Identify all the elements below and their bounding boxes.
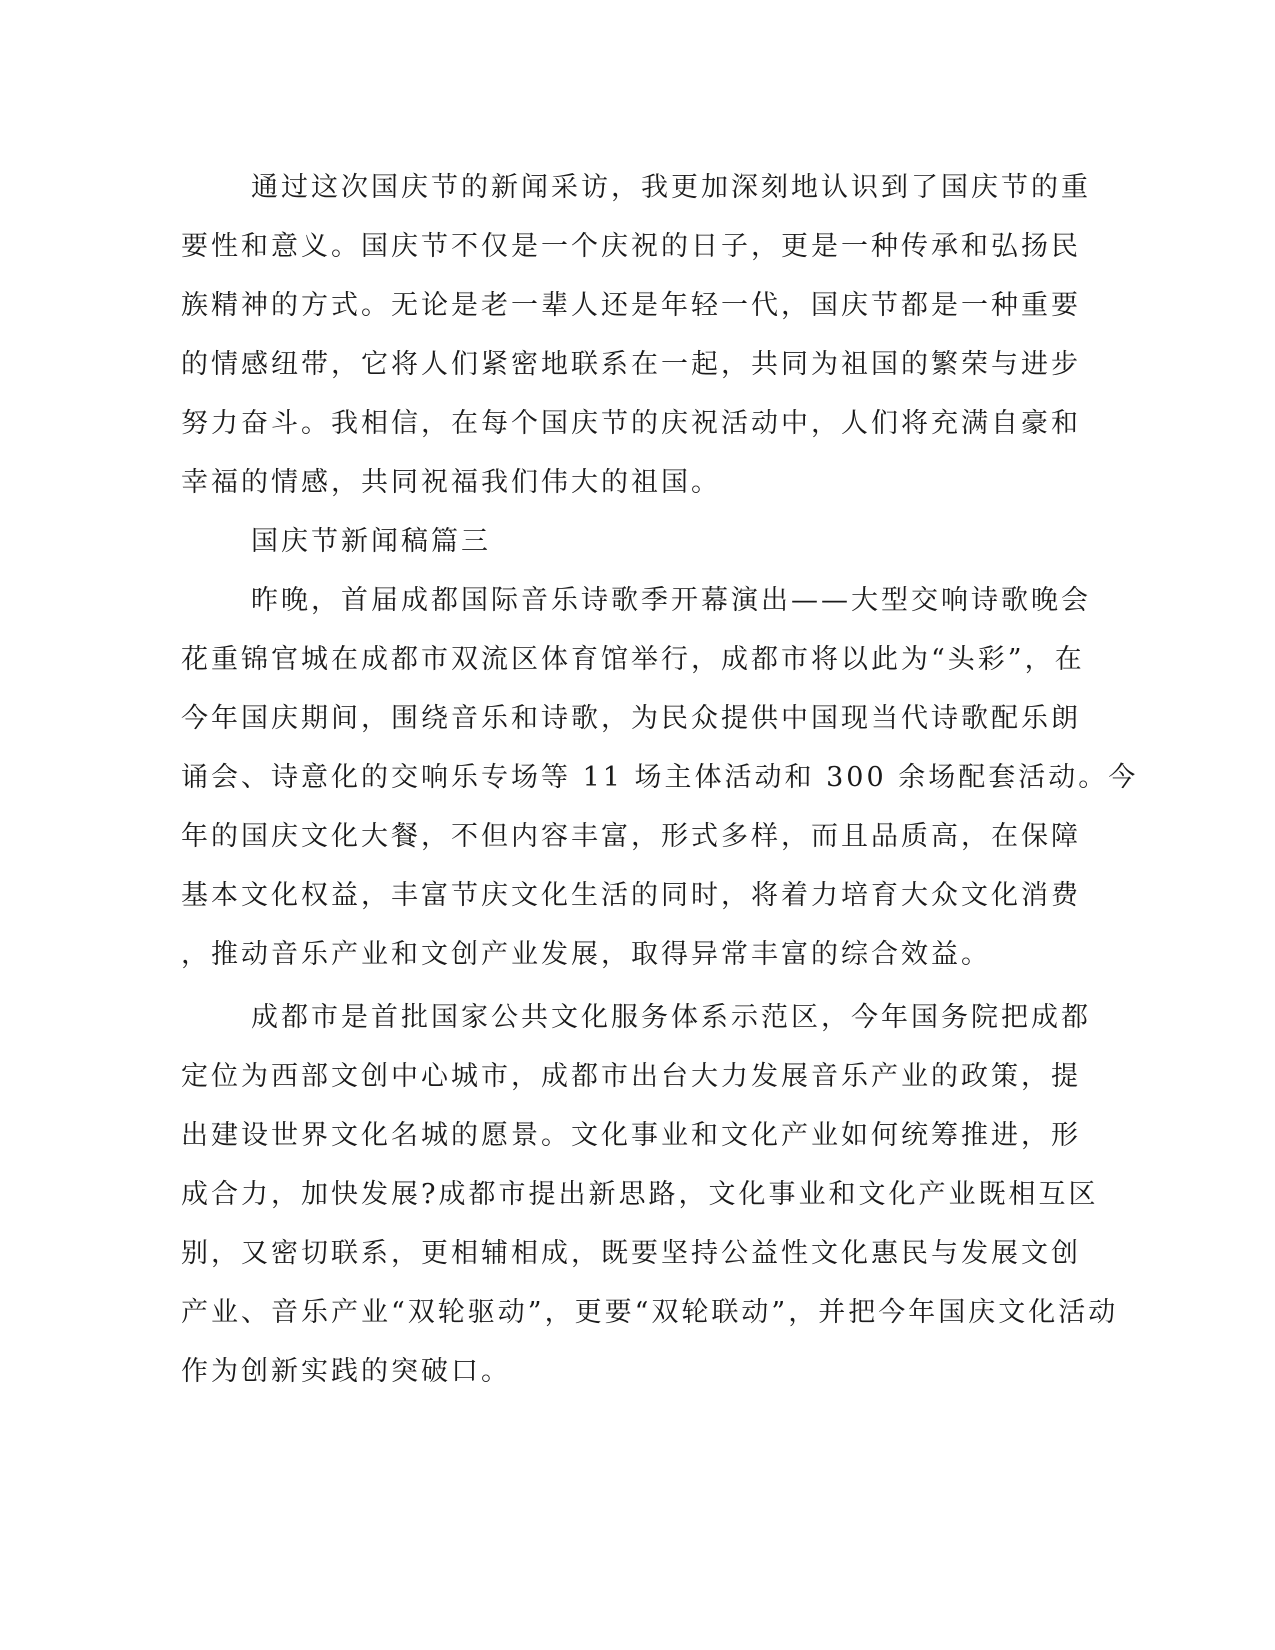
paragraph-line: 成合力，加快发展?成都市提出新思路，文化事业和文化产业既相互区	[181, 1179, 1099, 1210]
paragraph-1	[181, 158, 1091, 512]
paragraph-2	[181, 571, 1139, 984]
paragraph-line: 成都市是首批国家公共文化服务体系示范区，今年国务院把成都	[251, 1002, 1091, 1033]
paragraph-line: 作为创新实践的突破口。	[181, 1356, 511, 1387]
paragraph-line: 花重锦官城在成都市双流区体育馆举行，成都市将以此为“头彩”，在	[181, 644, 1085, 675]
paragraph-line: 要性和意义。国庆节不仅是一个庆祝的日子，更是一种传承和弘扬民	[181, 231, 1081, 262]
paragraph-line: 定位为西部文创中心城市，成都市出台大力发展音乐产业的政策，提	[181, 1061, 1081, 1092]
paragraph-line: 幸福的情感，共同祝福我们伟大的祖国。	[181, 467, 721, 498]
paragraph-3	[181, 988, 1119, 1401]
paragraph-line: 基本文化权益，丰富节庆文化生活的同时，将着力培育大众文化消费	[181, 880, 1081, 911]
paragraph-line: 别，又密切联系，更相辅相成，既要坚持公益性文化惠民与发展文创	[181, 1238, 1081, 1269]
paragraph-line: 诵会、诗意化的交响乐专场等 11 场主体活动和 300 余场配套活动。今	[181, 762, 1139, 793]
paragraph-line: 出建设世界文化名城的愿景。文化事业和文化产业如何统筹推进，形	[181, 1120, 1081, 1151]
paragraph-line: 努力奋斗。我相信，在每个国庆节的庆祝活动中，人们将充满自豪和	[181, 408, 1081, 439]
paragraph-line: ，推动音乐产业和文创产业发展，取得异常丰富的综合效益。	[181, 939, 991, 970]
paragraph-line: 族精神的方式。无论是老一辈人还是年轻一代，国庆节都是一种重要	[181, 290, 1081, 321]
paragraph-line: 年的国庆文化大餐，不但内容丰富，形式多样，而且品质高，在保障	[181, 821, 1081, 852]
paragraph-line: 产业、音乐产业“双轮驱动”，更要“双轮联动”，并把今年国庆文化活动	[181, 1297, 1119, 1328]
paragraph-line: 今年国庆期间，围绕音乐和诗歌，为民众提供中国现当代诗歌配乐朗	[181, 703, 1081, 734]
section-heading: 国庆节新闻稿篇三	[251, 526, 491, 557]
paragraph-line: 昨晚，首届成都国际音乐诗歌季开幕演出——大型交响诗歌晚会	[251, 585, 1091, 616]
paragraph-line: 通过这次国庆节的新闻采访，我更加深刻地认识到了国庆节的重	[251, 172, 1091, 203]
document-body	[181, 158, 1139, 1401]
paragraph-line: 的情感纽带，它将人们紧密地联系在一起，共同为祖国的繁荣与进步	[181, 349, 1081, 380]
